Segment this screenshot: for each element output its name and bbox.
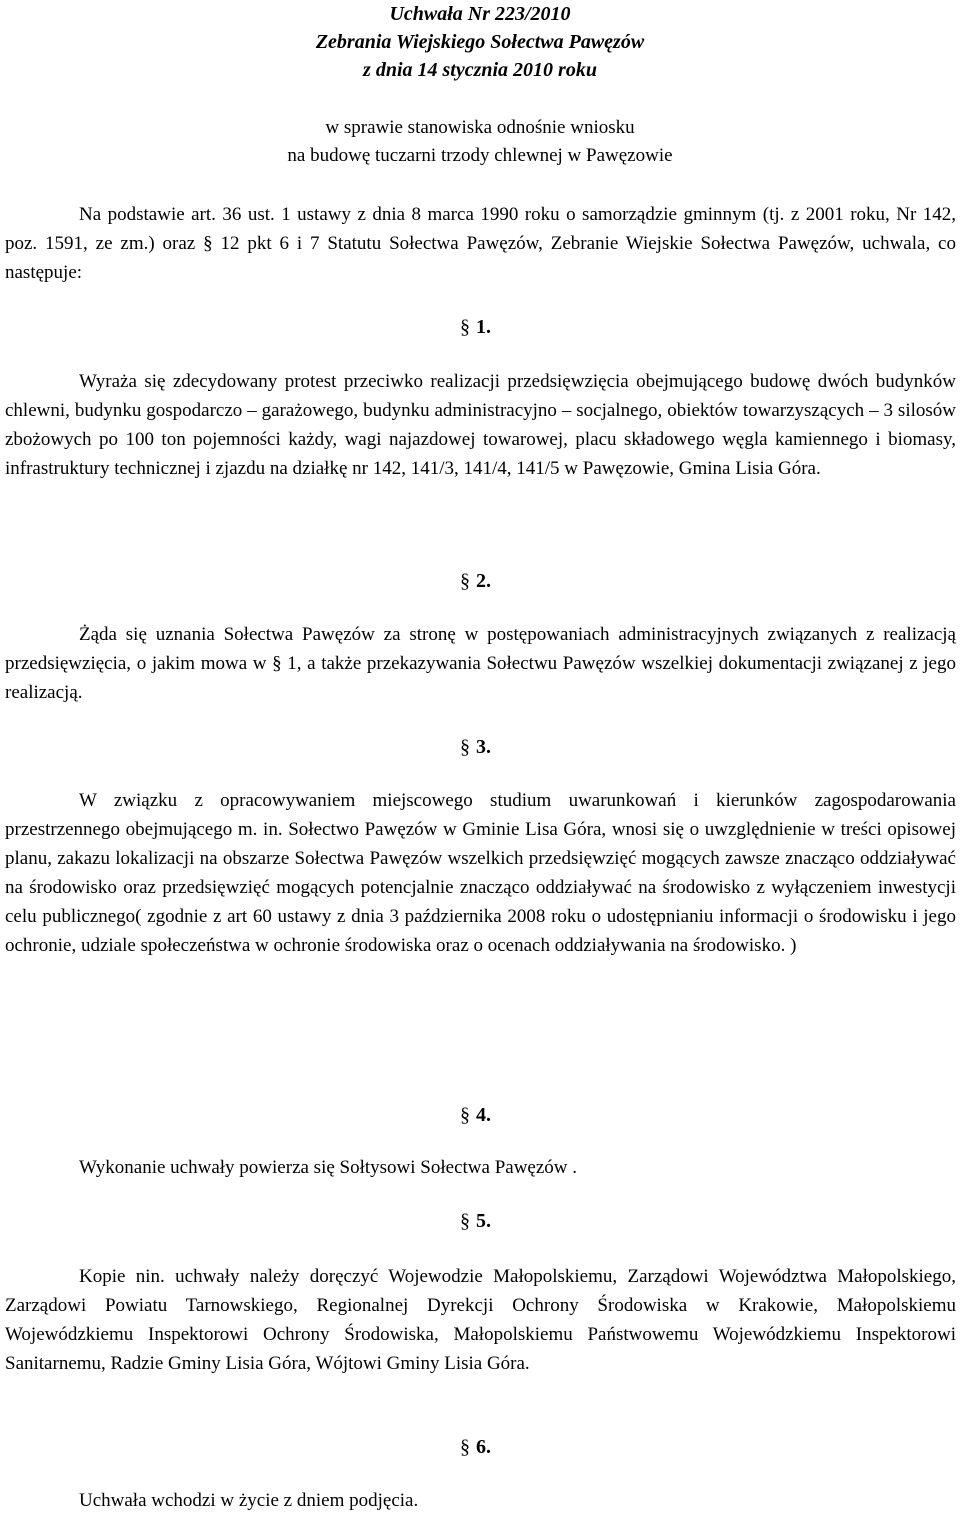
section-number: 4. <box>476 1104 491 1126</box>
section-number: 3. <box>476 736 491 758</box>
section-sign-icon: § <box>460 316 470 338</box>
legal-basis-paragraph: Na podstawie art. 36 ust. 1 ustawy z dnia 8 marca 1990 roku o samorządzie gminnym (tj. z 2001 roku, Nr 142, poz. 1591, ze zm.) oraz § 12 pkt 6 i 7 Statutu Sołectwa Pawęzów, Zebranie Wiejskie Sołectwa Pawęzów, uchwala, co następuje: <box>5 204 956 283</box>
resolution-subject-line-1: w sprawie stanowiska odnośnie wniosku <box>325 117 635 138</box>
section-2-heading <box>460 567 491 595</box>
resolution-date: z dnia 14 stycznia 2010 roku <box>363 59 597 81</box>
section-3-text: W związku z opracowywaniem miejscowego studium uwarunkowań i kierunków zagospodarowania przestrzennego obejmującego m. in. Sołectwo Pawęzów w Gminie Lisa Góra, wnosi się o uwzględnienie w treści opisowej planu, zakazu lokalizacji na obszarze Sołectwa Pawęzów wszelkich przedsięwzięć mogących zawsze znacząco oddziaływać na środowisko oraz przedsięwzięć mogących potencjalnie znacząco oddziaływać na środowisko z wyłączeniem inwestycji celu publicznego( zgodnie z art 60 ustawy z dnia 3 października 2008 roku o udostępnianiu informacji o środowisku i jego ochronie, udziale społeczeństwa w ochronie środowiska oraz o ocenach oddziaływania na środowisko. ) <box>5 790 956 957</box>
section-1-text: Wyraża się zdecydowany protest przeciwko realizacji przedsięwzięcia obejmującego budowę dwóch budynków chlewni, budynku gospodarczo – garażowego, budynku administracyjno – socjalnego, obiektów towarzyszących – 3 silosów zbożowych po 100 ton pojemności każdy, wagi najazdowej towarowej, placu składowego węgla kamiennego i biomasy, infrastruktury technicznej i zjazdu na działkę nr 142, 141/3, 141/4, 141/5 w Pawęzowie, Gmina Lisia Góra. <box>5 371 956 480</box>
section-sign-icon: § <box>460 736 470 758</box>
section-number: 5. <box>476 1210 491 1232</box>
section-1-heading <box>460 313 491 341</box>
section-4-text: Wykonanie uchwały powierza się Sołtysowi Sołectwa Pawęzów . <box>79 1157 578 1178</box>
section-6-text: Uchwała wchodzi w życie z dniem podjęcia. <box>79 1490 419 1511</box>
section-3-heading <box>460 733 491 761</box>
section-sign-icon: § <box>460 570 470 592</box>
section-4-heading <box>460 1101 491 1129</box>
resolution-title: Uchwała Nr 223/2010 <box>389 3 571 25</box>
section-5-heading <box>460 1207 491 1235</box>
section-sign-icon: § <box>460 1436 470 1458</box>
section-6-heading <box>460 1433 491 1461</box>
section-2-text: Żąda się uznania Sołectwa Pawęzów za stronę w postępowaniach administracyjnych związanych z realizacją przedsięwzięcia, o jakim mowa w § 1, a także przekazywania Sołectwu Pawęzów wszelkiej dokumentacji związanej z jego realizacją. <box>5 624 956 704</box>
resolution-subject-line-2: na budowę tuczarni trzody chlewnej w Pawęzowie <box>287 145 673 166</box>
section-sign-icon: § <box>460 1210 470 1232</box>
section-sign-icon: § <box>460 1104 470 1126</box>
section-5-text: Kopie nin. uchwały należy doręczyć Wojewodzie Małopolskiemu, Zarządowi Województwa Małopolskiego, Zarządowi Powiatu Tarnowskiego, Regionalnej Dyrekcji Ochrony Środowiska w Krakowie, Małopolskiemu Wojewódzkiemu Inspektorowi Ochrony Środowiska, Małopolskiemu Państwowemu Wojewódzkiemu Inspektorowi Sanitarnemu, Radzie Gminy Lisia Góra, Wójtowi Gminy Lisia Góra. <box>5 1266 956 1375</box>
resolution-issuer: Zebrania Wiejskiego Sołectwa Pawęzów <box>315 31 645 53</box>
section-number: 1. <box>476 316 491 338</box>
section-number: 6. <box>476 1436 491 1458</box>
section-number: 2. <box>476 570 491 592</box>
